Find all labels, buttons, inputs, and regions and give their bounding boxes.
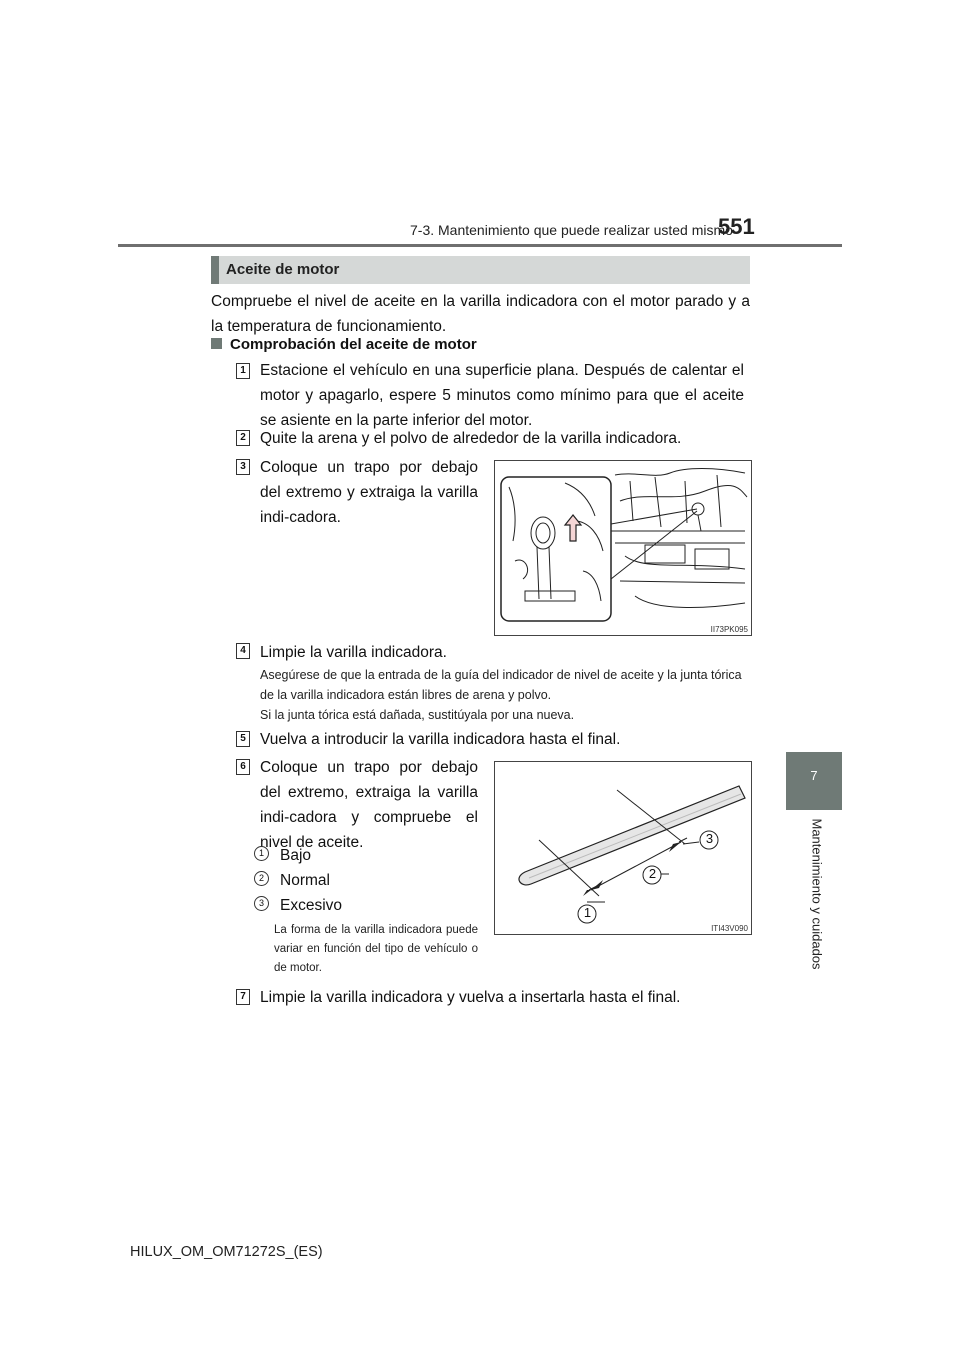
subheading-text: Comprobación del aceite de motor <box>230 336 477 353</box>
section-intro: Compruebe el nivel de aceite en la varilla indicadora con el motor parado y a la temperatura de funcionamiento. <box>211 293 750 335</box>
step-number-2: 2 <box>236 430 250 446</box>
header-rule <box>118 244 842 247</box>
step-5-text: Vuelva a introducir la varilla indicadora hasta el final. <box>260 731 621 748</box>
running-header-title: 7-3. Mantenimiento que puede realizar usted mismo <box>410 222 733 238</box>
step-4-text: Limpie la varilla indicadora. <box>260 644 447 661</box>
callout-3: 3 <box>705 831 714 846</box>
step-number-3: 3 <box>236 459 250 475</box>
square-bullet-icon <box>211 338 222 349</box>
callout-2: 2 <box>648 866 657 881</box>
step-4-note-1: Asegúrese de que la entrada de la guía del indicador de nivel de aceite y la junta tórica de la varilla indicadora están libres de arena y polvo. <box>260 668 742 702</box>
level-number-1: 1 <box>254 846 269 861</box>
level-number-2: 2 <box>254 871 269 886</box>
engine-bay-illustration <box>494 460 752 636</box>
step-3-text: Coloque un trapo por debajo del extremo y extraiga la varilla indi-cadora. <box>260 459 478 526</box>
page-number: 551 <box>718 214 755 239</box>
step-number-6: 6 <box>236 759 250 775</box>
subheading <box>211 336 477 353</box>
level-label-normal: Normal <box>280 872 330 889</box>
level-label-bajo: Bajo <box>280 847 312 864</box>
dipstick-figure-code: ITI43V090 <box>711 924 748 933</box>
step-1-text: Estacione el vehículo en una superficie plana. Después de calentar el motor y apagarlo, espere 5 minutos como mínimo para que el aceite se asiente en la parte inferior del motor. <box>260 362 744 429</box>
level-label-excesivo: Excesivo <box>280 897 343 914</box>
section-heading-marker <box>211 256 219 284</box>
section-title: Aceite de motor <box>226 261 340 278</box>
dipstick-illustration <box>494 761 752 935</box>
engine-bay-drawing <box>495 461 751 635</box>
step-4-note-2: Si la junta tórica está dañada, sustitúyala por una nueva. <box>260 708 575 722</box>
step-6-note: La forma de la varilla indicadora puede variar en función del tipo de vehículo o de motor. <box>274 924 478 974</box>
chapter-number: 7 <box>810 768 818 783</box>
step-number-4: 4 <box>236 643 250 659</box>
step-number-7: 7 <box>236 989 250 1005</box>
callout-1: 1 <box>583 905 592 920</box>
dipstick-drawing <box>495 762 751 934</box>
step-number-1: 1 <box>236 363 250 379</box>
document-id: HILUX_OM_OM71272S_(ES) <box>130 1244 323 1260</box>
step-number-5: 5 <box>236 731 250 747</box>
step-2-text: Quite la arena y el polvo de alrededor de la varilla indicadora. <box>260 430 682 447</box>
step-7-text: Limpie la varilla indicadora y vuelva a insertarla hasta el final. <box>260 989 681 1006</box>
level-number-3: 3 <box>254 896 269 911</box>
engine-figure-code: II73PK095 <box>710 625 748 634</box>
step-6-text: Coloque un trapo por debajo del extremo, extraiga la varilla indi-cadora y compruebe el nivel de aceite. <box>260 759 478 851</box>
chapter-title: Mantenimiento y cuidados <box>809 818 825 970</box>
